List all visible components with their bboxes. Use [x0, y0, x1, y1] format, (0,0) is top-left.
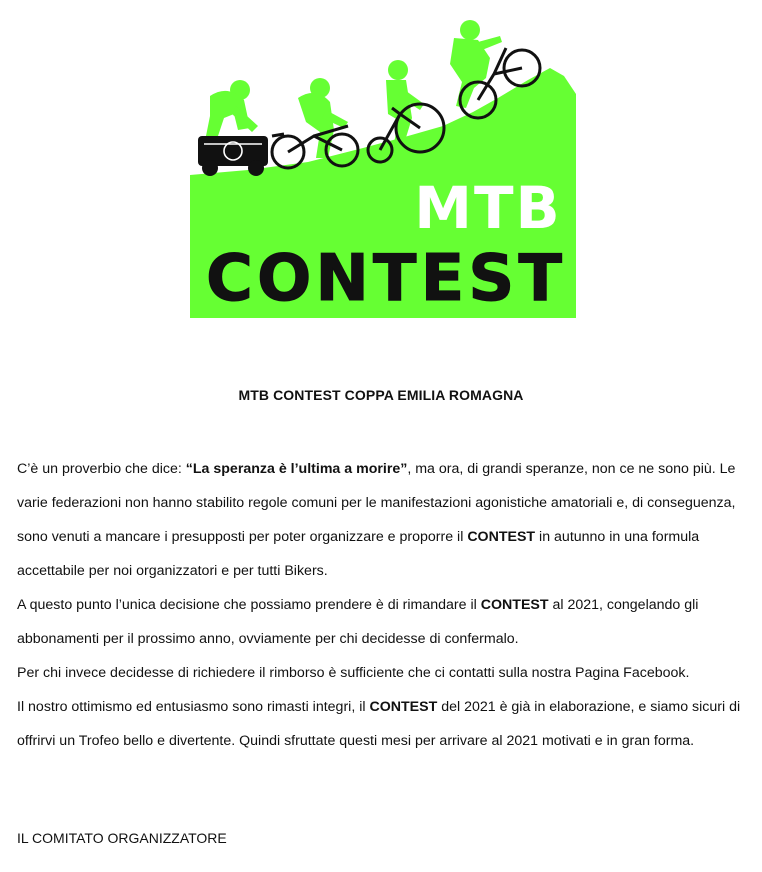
paragraph-text: in autunno in una formula accettabile per noi organizzatori e per tutti Bikers. — [17, 529, 700, 579]
paragraph-text: Il nostro ottimismo ed entusiasmo sono rimasti integri, il — [17, 699, 370, 715]
logo-contest-text: CONTEST — [205, 242, 567, 316]
paragraph-text: , ma ora, di grandi speranze, non ce ne sono più. Le varie federazioni non hanno stabilito regole comuni per le manifestazioni agonistiche amatoriali e, di conseguenza, sono venuti a mancare i presupposti per poter organizzare e proporre il — [17, 461, 736, 545]
bold-contest: CONTEST — [369, 699, 438, 715]
bold-contest: CONTEST — [467, 529, 536, 545]
letter-body — [17, 452, 752, 758]
evolution-figure-1 — [198, 80, 268, 176]
mtb-contest-logo — [188, 18, 578, 320]
paragraph-text: A questo punto l’unica decisione che possiamo prendere è di rimandare il — [17, 597, 481, 613]
logo-mtb-text: MTB — [414, 174, 562, 242]
paragraph-4 — [17, 690, 752, 758]
paragraph-2 — [17, 588, 752, 656]
paragraph-text: C’è un proverbio che dice: — [17, 461, 186, 477]
paragraph-text: Per chi invece decidesse di richiedere il rimborso è sufficiente che ci contatti sulla nostra Pagina Facebook. — [17, 665, 690, 681]
paragraph-3 — [17, 656, 752, 690]
paragraph-1 — [17, 452, 752, 588]
paragraph-text: al 2021, congelando gli abbonamenti per il prossimo anno, ovviamente per chi decidesse di confermalo. — [17, 597, 699, 647]
document-title: MTB CONTEST COPPA EMILIA ROMAGNA — [238, 387, 524, 403]
paragraph-text: del 2021 è già in elaborazione, e siamo sicuri di offrirvi un Trofeo bello e divertente. Quindi sfruttate questi mesi per arrivare al 2021 motivati e in gran forma. — [17, 699, 741, 749]
bold-quote: “La speranza è l’ultima a morire” — [185, 461, 408, 477]
signature: IL COMITATO ORGANIZZATORE — [17, 830, 227, 846]
bold-contest: CONTEST — [480, 597, 549, 613]
